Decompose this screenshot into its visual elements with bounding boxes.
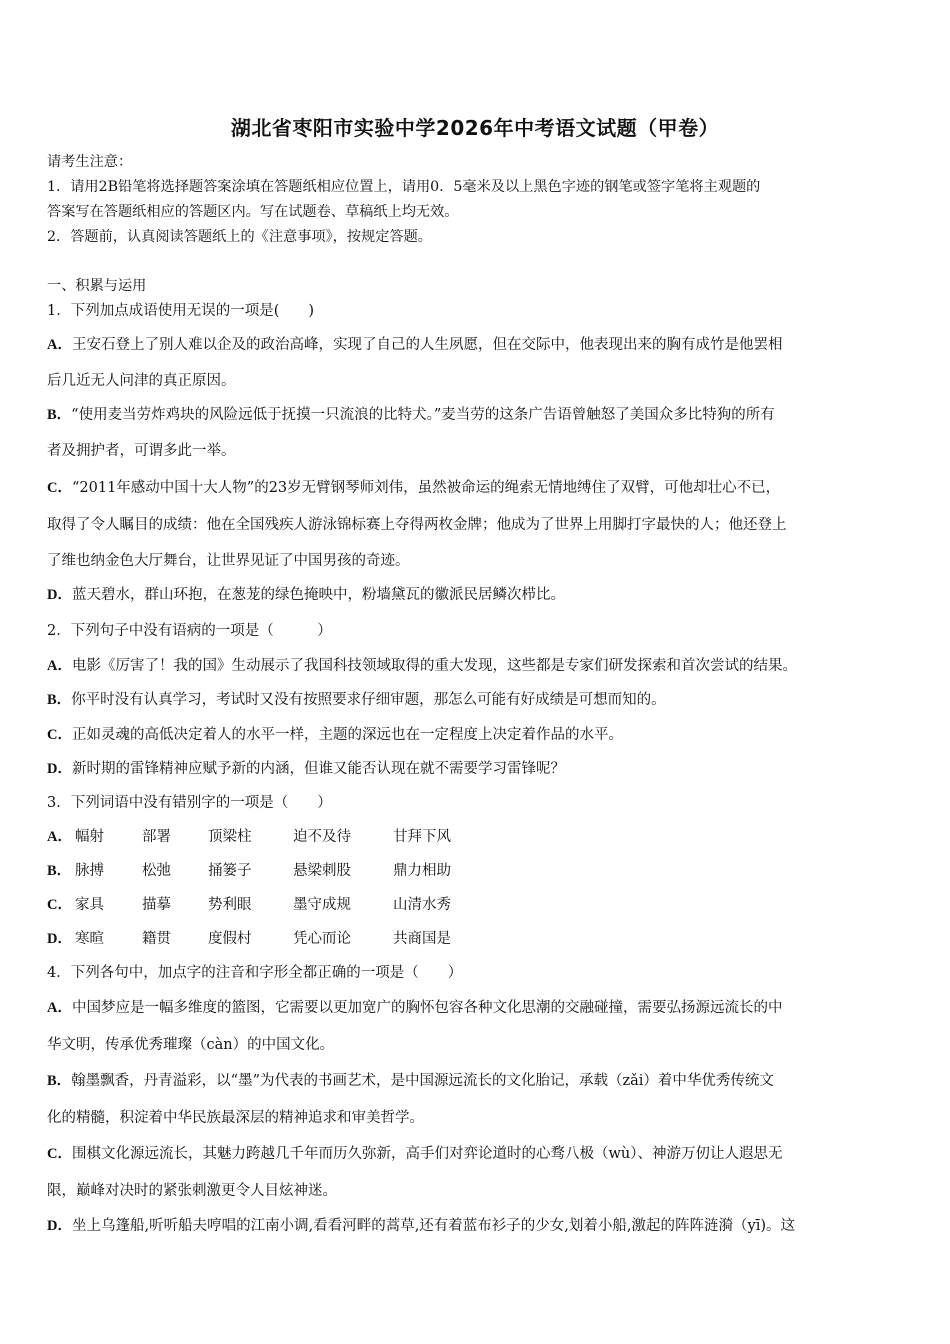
option-label: B． [47,407,72,423]
option-text: 翰墨飘香，丹青溢彩，以“墨”为代表的书画艺术，是中国源远流长的文化胎记，承载（zǎi）着中华优秀传统文 [71,1073,774,1089]
q1-option-b-cont: 者及拥护者，可谓多此一举。 [47,443,236,459]
option-text: 坐上乌篷船,听听船夫哼唱的江南小调,看看河畔的蒿草,还有着蓝布衫子的少女,划着小船,激起的阵阵涟漪（yī)。这 [71,1218,796,1234]
option-word: 墨守成规 [293,897,351,913]
page-title: 湖北省枣阳市实验中学2026年中考语文试题（甲卷） [230,116,720,140]
option-word: 鼎力相助 [393,863,451,879]
notice-item-1-line-2: 答案写在答题纸相应的答题区内。写在试题卷、草稿纸上均无效。 [47,204,459,220]
q2-option-a [47,656,797,676]
option-word: 山清水秀 [393,897,451,913]
option-label: D． [47,1218,72,1234]
option-word: 描摹 [142,897,171,913]
option-word: 悬梁刺股 [293,863,351,879]
q4-option-d [47,1216,795,1236]
q1-option-b [47,405,775,425]
option-label: B． [47,692,72,708]
option-label: B． [47,863,72,879]
option-text: 王安石登上了别人难以企及的政治高峰，实现了自己的人生夙愿，但在交际中，他表现出来的胸有成竹是他罢相 [71,337,783,353]
option-word: 幅射 [75,829,104,845]
notice-heading: 请考生注意： [47,154,133,170]
q4-option-b-cont: 化的精髓，积淀着中华民族最深层的精神追求和审美哲学。 [47,1110,424,1126]
option-word: 甘拜下风 [393,829,451,845]
option-word: 度假村 [208,931,252,947]
option-text: 蓝天碧水，群山环抱，在葱茏的绿色掩映中，粉墙黛瓦的徽派民居鳞次栉比。 [71,587,565,603]
q4-option-a [47,998,782,1018]
q3-stem: 3．下列词语中没有错别字的一项是（ ） [47,795,332,811]
q1-option-a-cont: 后几近无人问津的真正原因。 [47,373,236,389]
q3-option-a [0,827,950,847]
q2-option-b [47,690,666,710]
option-text: 正如灵魂的高低决定着人的水平一样，主题的深远也在一定程度上决定着作品的水平。 [71,727,623,743]
q3-option-b [0,861,950,881]
q1-option-a [47,335,782,355]
option-word: 家具 [75,897,104,913]
option-text: 中国梦应是一幅多维度的篮图，它需要以更加宽广的胸怀包容各种文化思潮的交融碰撞，需要弘扬源远流长的中 [71,1000,783,1016]
option-label: C． [47,727,72,743]
q4-option-c-cont: 限，巅峰对决时的紧张刺激更令人目炫神迷。 [47,1183,337,1199]
q1-option-c-cont-2: 了维也纳金色大厅舞台，让世界见证了中国男孩的奇迹。 [47,553,410,569]
option-text: 新时期的雷锋精神应赋予新的内涵，但谁又能否认现在就不需要学习雷锋呢？ [71,761,565,777]
option-label: D． [47,931,72,947]
option-word: 籍贯 [142,931,171,947]
q4-option-b [47,1071,774,1091]
option-label: A． [47,337,72,353]
q2-stem: 2．下列句子中没有语病的一项是（ ） [47,623,332,639]
option-word: 迫不及待 [293,829,351,845]
option-word: 捅篓子 [208,863,252,879]
notice-item-2: 2．答题前，认真阅读答题纸上的《注意事项》，按规定答题。 [47,229,432,245]
option-label: A． [47,1000,72,1016]
q1-stem: 1．下列加点成语使用无误的一项是( ) [47,303,315,319]
q1-option-c-cont-1: 取得了令人瞩目的成绩：他在全国残疾人游泳锦标赛上夺得两枚金牌；他成为了世界上用脚打字最快的人；他还登上 [47,517,787,533]
q3-option-d [0,929,950,949]
option-word: 共商国是 [393,931,451,947]
option-text: “使用麦当劳炸鸡块的风险远低于抚摸一只流浪的比特犬。”麦当劳的这条广告语曾触怒了美国众多比特狗的所有 [71,407,775,423]
option-text: “2011年感动中国十大人物”的23岁无臂钢琴师刘伟，虽然被命运的绳索无情地缚住了双臂，可他却壮心不已， [71,480,781,496]
q3-option-c [0,895,950,915]
option-word: 顶梁柱 [208,829,252,845]
option-word: 寒暄 [75,931,104,947]
option-label: C． [47,1146,72,1162]
q1-option-c [47,478,780,498]
option-text: 你平时没有认真学习，考试时又没有按照要求仔细审题，那怎么可能有好成绩是可想而知的。 [71,692,666,708]
option-label: C． [47,480,72,496]
q4-option-c [47,1144,782,1164]
q4-option-a-cont: 华文明，传承优秀璀璨（càn）的中国文化。 [47,1037,335,1053]
option-word: 松弛 [142,863,171,879]
q1-option-d [47,585,565,605]
option-label: C． [47,897,72,913]
option-word: 凭心而论 [293,931,351,947]
option-label: A． [47,658,72,674]
q4-stem: 4．下列各句中，加点字的注音和字形全都正确的一项是（ ） [47,965,463,981]
option-label: B． [47,1073,72,1089]
option-label: A． [47,829,72,845]
q2-option-c [47,725,623,745]
option-word: 势利眼 [208,897,252,913]
option-word: 脉搏 [75,863,104,879]
option-text: 围棋文化源远流长，其魅力跨越几千年而历久弥新，高手们对弈论道时的心骛八极（wù）、神游万仞让人遐思无 [71,1146,783,1162]
option-word: 部署 [142,829,171,845]
notice-item-1-line-1: 1．请用2B铅笔将选择题答案涂填在答题纸相应位置上，请用0．5毫米及以上黑色字迹的钢笔或签字笔将主观题的 [47,179,761,195]
q2-option-d [47,759,565,779]
section-heading: 一、积累与运用 [47,278,147,294]
option-text: 电影《厉害了！我的国》生动展示了我国科技领域取得的重大发现，这些都是专家们研发探索和首次尝试的结果。 [71,658,797,674]
option-label: D． [47,761,72,777]
option-label: D． [47,587,72,603]
